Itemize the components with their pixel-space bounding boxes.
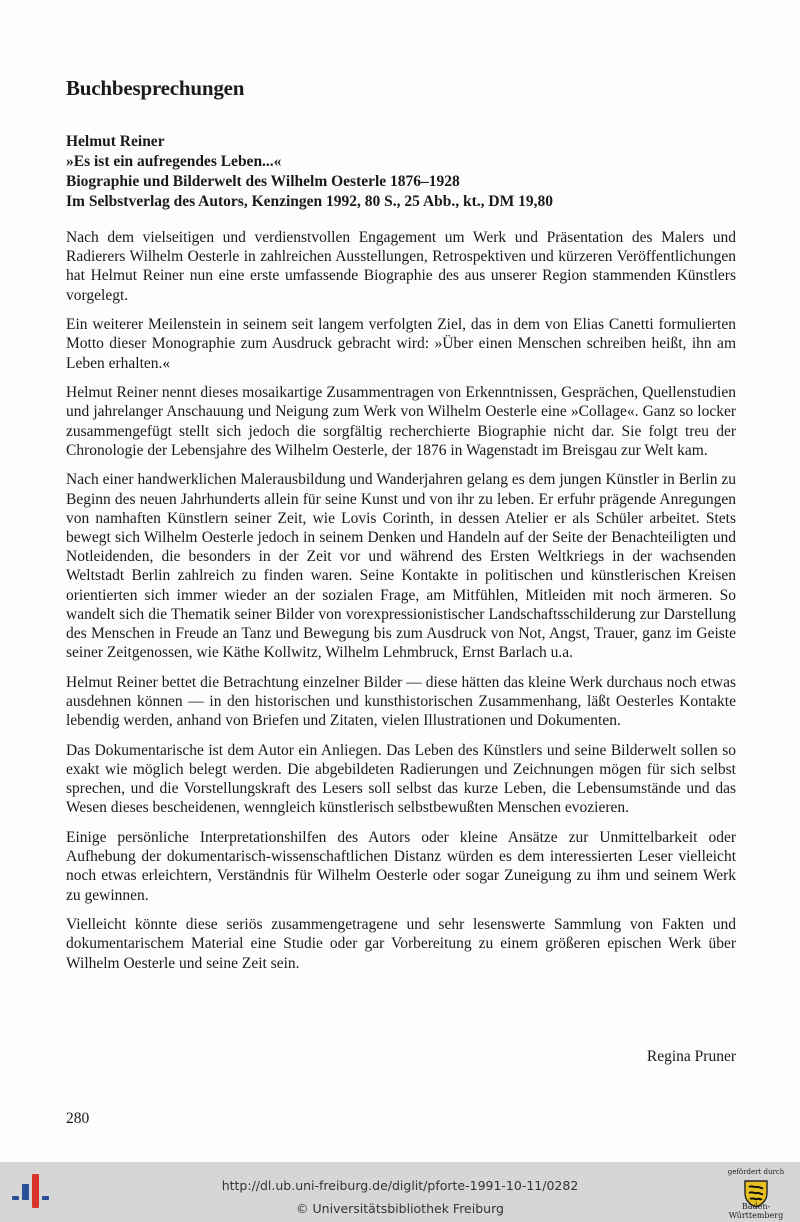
page-number: 280: [66, 1110, 90, 1127]
book-subtitle: Biographie und Bilderwelt des Wilhelm Oesterle 1876–1928: [66, 173, 460, 190]
paragraph: Nach einer handwerklichen Malerausbildung und Wanderjahren gelang es dem jungen Künstler in Berlin zu Beginn des neuen Jahrhunderts allein für seine Kunst und von ihr zu leben. Er erfuhr prägende Anregungen von namhaften Künstlern seiner Zeit, wie Lovis Corinth, in dessen Atelier er als Schüler arbeitet. Stets bewegt sich Wilhelm Oesterle jedoch in seinem Denken und Handeln auf der Seite der Benachteiligten und Notleidenden, die besonders in der Zeit vor und während des Ersten Weltkriegs in der wachsenden Weltstadt Berlin zahlreich zu finden waren. Seine Kontakte in politischen und künstlerischen Kreisen orientierten sich immer wieder an der sozialen Frage, am Mitfühlen, Mitleiden mit noch ärmeren. So wandelt sich die Thematik seiner Bilder von vorexpressionistischer Landschaftsschilderung zur Darstellung des Menschen in Freude an Tanz und Bewegung bis zum Ausdruck von Not, Angst, Trauer, ganz im Geiste seiner Zeitgenossen, wie Käthe Kollwitz, Wilhelm Lehmbruck, Ernst Barlach u.a.: [66, 471, 736, 662]
paragraph: Einige persönliche Interpretationshilfen des Autors oder kleine Ansätze zur Unmittelbarkeit oder Aufhebung der dokumentarisch-wissenschaftlichen Distanz würden es dem interessierten Leser vielleicht noch etwas erleichtern, Verständnis für Wilhelm Oesterle oder sogar Zuneigung zu ihm und seinem Werk zu gewinnen.: [66, 829, 736, 904]
sponsor-caption: gefördert durch: [727, 1168, 785, 1176]
book-title: »Es ist ein aufregendes Leben...«: [66, 153, 282, 170]
section-heading: Buchbesprechungen: [66, 76, 245, 100]
copyright-notice: © Universitätsbibliothek Freiburg: [296, 1201, 504, 1216]
viewer-footer: [0, 1162, 800, 1222]
paragraph: Helmut Reiner bettet die Betrachtung einzelner Bilder — diese hätten das kleine Werk durchaus noch etwas ausdehnen können — in den historischen und kunsthistorischen Zusammenhang, läßt Oesterles Kontakte lebendig werden, anhand von Briefen und Zitaten, vielen Illustrationen und Dokumenten.: [66, 673, 736, 730]
document-url-link[interactable]: http://dl.ub.uni-freiburg.de/diglit/pforte-1991-10-11/0282: [221, 1178, 579, 1193]
review-body: [66, 228, 736, 983]
book-author: Helmut Reiner: [66, 133, 165, 150]
paragraph: Nach dem vielseitigen und verdienstvollen Engagement um Werk und Präsentation des Malers und Radierers Wilhelm Oesterle in zahlreichen Ausstellungen, Retrospektiven und kürzeren Veröffentlichungen hat Helmut Reiner nun eine erste umfassende Biographie des aus unserer Region stammenden Künstlers vorgelegt.: [66, 229, 736, 304]
paragraph: Das Dokumentarische ist dem Autor ein Anliegen. Das Leben des Künstlers und seine Bilderwelt sollen so exakt wie möglich belegt werden. Die abgebildeten Radierungen und Zeichnungen mögen für sich selbst sprechen, und die Vorstellungskraft des Lesers soll selbst das kurze Leben, die Lebensumstände und das Wesen dieses bescheidenen, wenngleich künstlerisch selbstbewußten Menschen evozieren.: [66, 741, 736, 817]
sponsor-logo[interactable]: [718, 1164, 794, 1222]
paragraph: Vielleicht könnte diese seriös zusammengetragene und sehr lesenswerte Sammlung von Fakten und dokumentarischem Material eine Studie oder gar Vorbereitung zu einem größeren epischen Werk über Wilhelm Oesterle und seine Zeit sein.: [66, 916, 736, 972]
book-publication-info: Im Selbstverlag des Autors, Kenzingen 1992, 80 S., 25 Abb., kt., DM 19,80: [66, 193, 553, 210]
bibliography-block: [66, 132, 746, 212]
paragraph: Ein weiterer Meilenstein in seinem seit langem verfolgten Ziel, das in dem von Elias Canetti formulierten Motto dieser Monographie zum Ausdruck gebracht wird: »Über einen Menschen schreiben heißt, ihn am Leben erhalten.«: [66, 316, 736, 372]
sponsor-region: Baden-Württemberg: [728, 1202, 784, 1220]
paragraph: Helmut Reiner nennt dieses mosaikartige Zusammentragen von Erkenntnissen, Gesprächen, Quellenstudien und jahrelanger Anschauung und Neigung zum Werk von Wilhelm Oesterle eine »Collage«. Ganz so locker zusammengefügt stellt sich jedoch die sorgfältig recherchierte Biographie nicht dar. Sie folgt treu der Chronologie der Lebensjahre des Wilhelm Oesterle, der 1876 in Wagenstadt im Breisgau zur Welt kam.: [66, 384, 736, 459]
reviewer-signature: Regina Pruner: [646, 1048, 736, 1065]
